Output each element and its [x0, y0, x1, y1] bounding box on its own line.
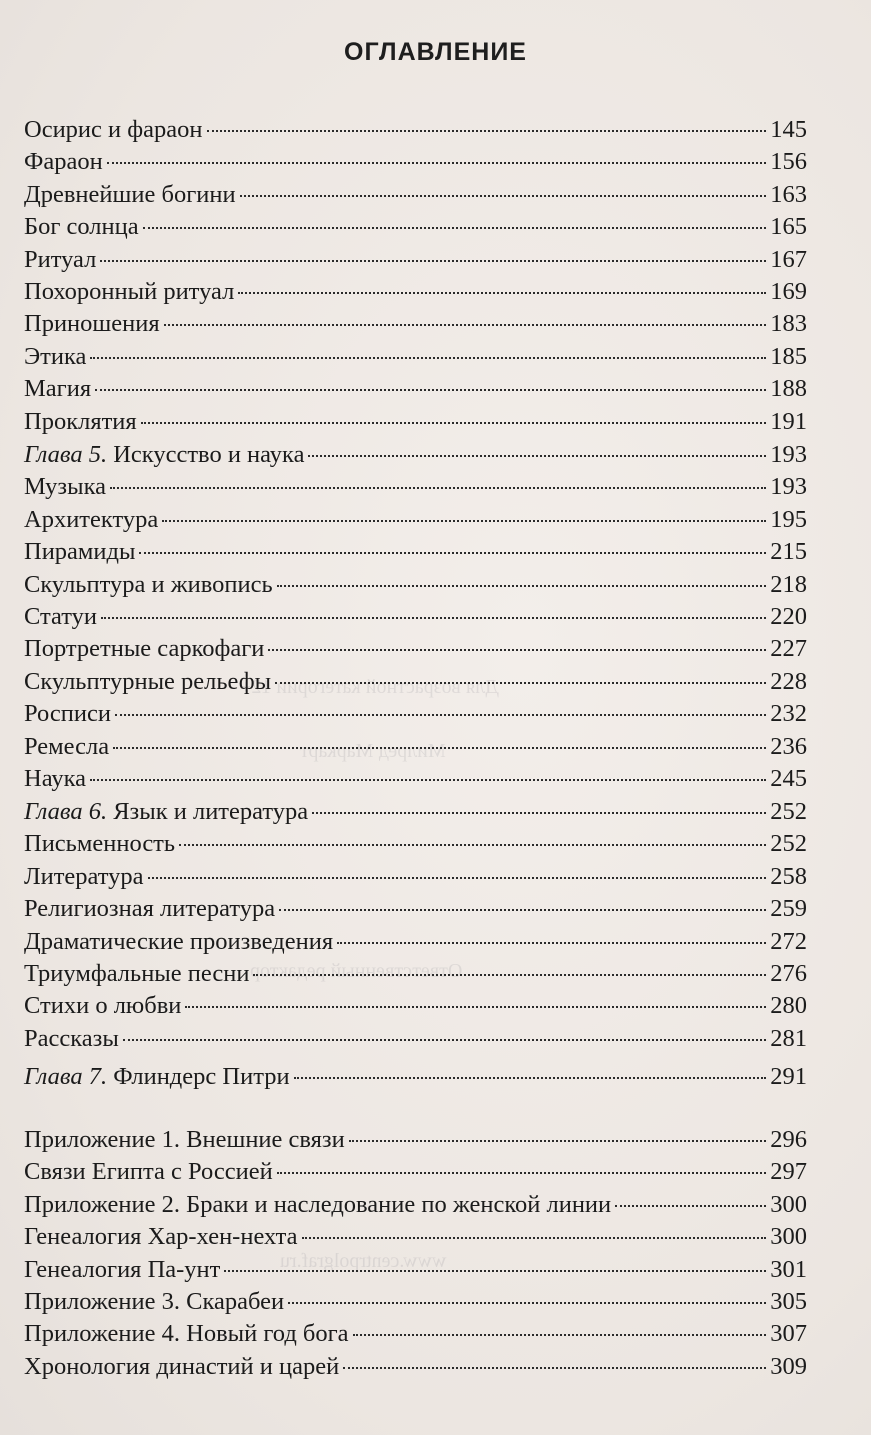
dot-leader — [353, 1333, 767, 1336]
toc-entry-title: Приложение 3. Скарабеи — [24, 1288, 285, 1315]
toc-entry — [24, 1060, 807, 1094]
toc-entry — [24, 892, 807, 926]
dot-leader — [308, 454, 766, 457]
toc-entry-label — [24, 892, 275, 926]
page-number: 183 — [770, 310, 807, 338]
book-page: Для возрастной категории 12+ Милред Маркарт Ответственный редактор www.centrpolgraf.ru ОГЛАВЛЕНИЕ Осирис и фараон 145 Фараон 156 Древнейшие богини 163 Бог солнца 165 Ритуал 167 Похоронный ритуал 169 Приношения 183 Этика 185 Магия 188 Проклятия 191 Глава 5. Искусство и наука 193 Музыка 193 Архитектура 195 Пирамиды 215 Скульптура и живопись 218 Статуи 220 Портретные саркофаги 227 Скульптурные рельефы 228 Росписи 232 Ремесла 236 Наука 245 Глава 6. Язык и литература 252 Письменность 252 Литература 258 Религиозная литература 259 Драматические произведения 272 Триумфальные песни 276 Стихи о любви 280 Рассказы 281 Глава 7. Флиндерс Питри 291 Приложение 1. Внешние связи 296 Связи Египта с Россией 297 Приложение 2. Браки и наследование по женской линии 300 Генеалогия Хар-хен-нехта 300 Генеалогия Па-унт 301 Приложение 3. Скарабеи 305 Приложение 4. Новый год бога 307 Хронология династий и царей 309 — [0, 0, 871, 1435]
dot-leader — [240, 194, 767, 197]
toc-entry-title: Стихи о любви — [24, 992, 182, 1020]
toc-entry-label — [24, 600, 97, 634]
dot-leader — [302, 1236, 767, 1239]
toc-entry — [24, 665, 807, 699]
page-number: 252 — [770, 830, 807, 858]
toc-entry-label — [24, 210, 139, 244]
toc-entry — [24, 275, 807, 309]
toc-entry — [24, 1220, 807, 1254]
toc-entry — [24, 535, 807, 569]
toc-entry — [24, 1022, 807, 1056]
dot-leader — [90, 778, 766, 781]
page-number: 296 — [770, 1126, 807, 1153]
chapter-number: Глава 6. — [24, 798, 108, 825]
page-number: 301 — [770, 1255, 807, 1283]
toc-entry — [24, 438, 807, 472]
toc-entry-label — [24, 275, 234, 309]
toc-entry-title: Приложение 4. Новый год бога — [24, 1320, 349, 1348]
chapter-number: Глава 7. — [24, 1063, 108, 1090]
toc-entry-label — [24, 860, 144, 894]
page-number: 228 — [770, 667, 807, 695]
toc-entry-title: Хронология династий и царей — [24, 1352, 340, 1380]
page-number: 276 — [770, 960, 807, 987]
dot-leader — [337, 941, 766, 944]
toc-entry-title: Этика — [24, 342, 87, 370]
toc-entry — [24, 1285, 807, 1319]
toc-entry-title: Литература — [24, 862, 144, 890]
page-number: 291 — [770, 1063, 807, 1090]
dot-leader — [185, 1005, 766, 1008]
dot-leader — [179, 843, 766, 846]
toc-entry-title: Приношения — [24, 310, 160, 338]
page-number: 300 — [770, 1190, 807, 1218]
dot-leader — [277, 1171, 767, 1174]
page-number: 163 — [770, 180, 807, 208]
toc-entry-label — [24, 957, 249, 991]
toc-entry-title: Портретные саркофаги — [24, 635, 265, 663]
dot-leader — [162, 519, 766, 522]
dot-leader — [139, 551, 766, 554]
dot-leader — [279, 908, 766, 911]
toc-entry-label — [24, 145, 103, 179]
toc-entry-label — [24, 1060, 290, 1094]
dot-leader — [143, 226, 767, 229]
toc-entry-title: Драматические произведения — [24, 927, 334, 955]
toc-entry — [24, 632, 807, 666]
toc-entry-title: Язык и литература — [113, 798, 309, 825]
toc-entry-title: Религиозная литература — [24, 895, 276, 923]
toc-entry-label — [24, 730, 109, 764]
toc-entry-title: Осирис и фараон — [24, 116, 203, 143]
toc-entry — [24, 957, 807, 991]
toc-entry-label — [24, 1155, 273, 1189]
toc-entry-title: Генеалогия Хар-хен-нехта — [24, 1223, 298, 1251]
toc-entry-label — [24, 1022, 119, 1056]
toc-entry-title: Похоронный ритуал — [24, 278, 235, 305]
dot-leader — [615, 1204, 766, 1207]
toc-entry — [24, 730, 807, 764]
page-number: 281 — [770, 1024, 807, 1052]
toc-entry — [24, 178, 807, 212]
toc-entry-label — [24, 568, 273, 602]
toc-entry-title: Пирамиды — [24, 538, 136, 566]
dot-leader — [207, 129, 767, 132]
toc-entry-title: Статуи — [24, 603, 98, 630]
page-number: 193 — [770, 473, 807, 501]
toc-entry-label — [24, 665, 271, 699]
toc-entry-title: Приложение 1. Внешние связи — [24, 1126, 345, 1153]
toc-entry — [24, 405, 807, 439]
toc-entry-title: Триумфальные песни — [24, 960, 250, 987]
toc-entry-title: Письменность — [24, 830, 176, 858]
toc-entry-label — [24, 535, 135, 569]
toc-entry-title: Генеалогия Па-унт — [24, 1255, 221, 1283]
toc-entry-title: Магия — [24, 375, 92, 403]
toc-entry — [24, 568, 807, 602]
toc-entry-label — [24, 989, 181, 1023]
chapter-number: Глава 5. — [24, 441, 108, 468]
toc-entry-label — [24, 405, 137, 439]
toc-entry — [24, 925, 807, 959]
toc-entry — [24, 1188, 807, 1222]
dot-leader — [107, 161, 767, 164]
toc-entry-label — [24, 178, 236, 212]
toc-entry — [24, 243, 807, 277]
dot-leader — [90, 356, 766, 359]
page-number: 169 — [770, 278, 807, 305]
toc-entry-title: Рассказы — [24, 1024, 119, 1052]
page-number: 165 — [770, 213, 807, 241]
toc-entry — [24, 600, 807, 634]
page-number: 236 — [770, 732, 807, 760]
dot-leader — [294, 1076, 767, 1079]
toc-entry — [24, 1253, 807, 1287]
toc-entry-label — [24, 470, 106, 504]
dot-leader — [115, 713, 766, 716]
toc-entry-label — [24, 762, 86, 796]
page-number: 232 — [770, 700, 807, 728]
page-number: 272 — [770, 927, 807, 955]
toc-entry-label — [24, 503, 158, 537]
dot-leader — [253, 973, 766, 976]
page-number: 309 — [770, 1352, 807, 1380]
dot-leader — [288, 1301, 766, 1304]
toc-entry-label — [24, 113, 203, 147]
toc-entry-title: Скульптурные рельефы — [24, 667, 272, 695]
page-number: 258 — [770, 862, 807, 890]
toc-entry-label — [24, 307, 160, 341]
toc-entry — [24, 210, 807, 244]
toc-entry-label — [24, 438, 304, 472]
toc-entry-label — [24, 925, 333, 959]
toc-entry-label — [24, 1317, 349, 1351]
toc-entry-label — [24, 795, 308, 829]
toc-entry-label — [24, 340, 86, 374]
toc-entry-title: Флиндерс Питри — [113, 1063, 290, 1090]
page-number: 297 — [770, 1158, 807, 1186]
page-title: ОГЛАВЛЕНИЕ — [344, 38, 527, 66]
dot-leader — [275, 681, 766, 684]
page-number: 167 — [770, 245, 807, 273]
page-number: 252 — [770, 798, 807, 825]
dot-leader — [224, 1269, 766, 1272]
toc-entry-label — [24, 1350, 339, 1384]
toc-entry — [24, 1317, 807, 1351]
toc-entry-title: Наука — [24, 765, 86, 792]
page-number: 185 — [770, 342, 807, 370]
toc-entry-title: Ремесла — [24, 732, 110, 760]
toc-entry-title: Бог солнца — [24, 213, 139, 241]
page-number: 188 — [770, 375, 807, 403]
page-number: 193 — [770, 441, 807, 468]
page-number: 145 — [770, 116, 807, 143]
toc-entry — [24, 989, 807, 1023]
page-number: 300 — [770, 1223, 807, 1251]
toc-entry — [24, 372, 807, 406]
dot-leader — [268, 648, 766, 651]
toc-entry-title: Искусство и наука — [113, 441, 305, 468]
dot-leader — [349, 1139, 767, 1142]
toc-entry-label — [24, 243, 96, 277]
toc-entry-label — [24, 1285, 284, 1319]
toc-entry — [24, 503, 807, 537]
dot-leader — [343, 1366, 766, 1369]
toc-entry — [24, 1350, 807, 1384]
toc-entry — [24, 762, 807, 796]
toc-entry-label — [24, 372, 91, 406]
toc-entry-label — [24, 1123, 345, 1157]
toc-entry-title: Фараон — [24, 148, 103, 176]
toc-entry — [24, 697, 807, 731]
dot-leader — [148, 876, 767, 879]
page-number: 156 — [770, 148, 807, 176]
toc-entry — [24, 470, 807, 504]
toc-entry — [24, 1155, 807, 1189]
page-number: 280 — [770, 992, 807, 1020]
toc-entry-title: Росписи — [24, 700, 111, 728]
page-number: 215 — [770, 538, 807, 566]
toc-entry — [24, 795, 807, 829]
toc-entry — [24, 340, 807, 374]
toc-entry — [24, 307, 807, 341]
toc-entry-title: Ритуал — [24, 245, 97, 273]
toc-entry-label — [24, 632, 264, 666]
dot-leader — [113, 746, 766, 749]
toc-entry — [24, 1123, 807, 1157]
toc-entry-label — [24, 1220, 298, 1254]
dot-leader — [277, 584, 767, 587]
page-number: 218 — [770, 570, 807, 598]
toc-entry — [24, 827, 807, 861]
toc-entry-title: Архитектура — [24, 505, 159, 533]
page-number: 195 — [770, 505, 807, 533]
toc-entry — [24, 860, 807, 894]
dot-leader — [123, 1038, 766, 1041]
toc-entry-label — [24, 697, 111, 731]
page-number: 259 — [770, 895, 807, 923]
toc-entry — [24, 113, 807, 147]
toc-entry-label — [24, 1188, 611, 1222]
page-number: 227 — [770, 635, 807, 663]
toc-entry-label — [24, 1253, 220, 1287]
toc-entry-title: Музыка — [24, 473, 106, 501]
dot-leader — [141, 421, 767, 424]
toc-entry-title: Связи Египта с Россией — [24, 1158, 273, 1186]
page-number: 220 — [770, 603, 807, 630]
toc-entry — [24, 145, 807, 179]
toc-entry-title: Приложение 2. Браки и наследование по женской линии — [24, 1190, 612, 1218]
toc-entry-title: Древнейшие богини — [24, 180, 236, 208]
dot-leader — [100, 259, 766, 262]
toc-entry-title: Проклятия — [24, 407, 137, 435]
dot-leader — [110, 486, 766, 489]
page-number: 305 — [770, 1288, 807, 1315]
toc-entry-title: Скульптура и живопись — [24, 570, 273, 598]
page-number: 245 — [770, 765, 807, 792]
toc-entry-label — [24, 827, 175, 861]
page-number: 191 — [770, 407, 807, 435]
page-number: 307 — [770, 1320, 807, 1348]
dot-leader — [101, 616, 766, 619]
dot-leader — [95, 388, 766, 391]
dot-leader — [164, 323, 767, 326]
dot-leader — [238, 291, 766, 294]
dot-leader — [312, 811, 766, 814]
